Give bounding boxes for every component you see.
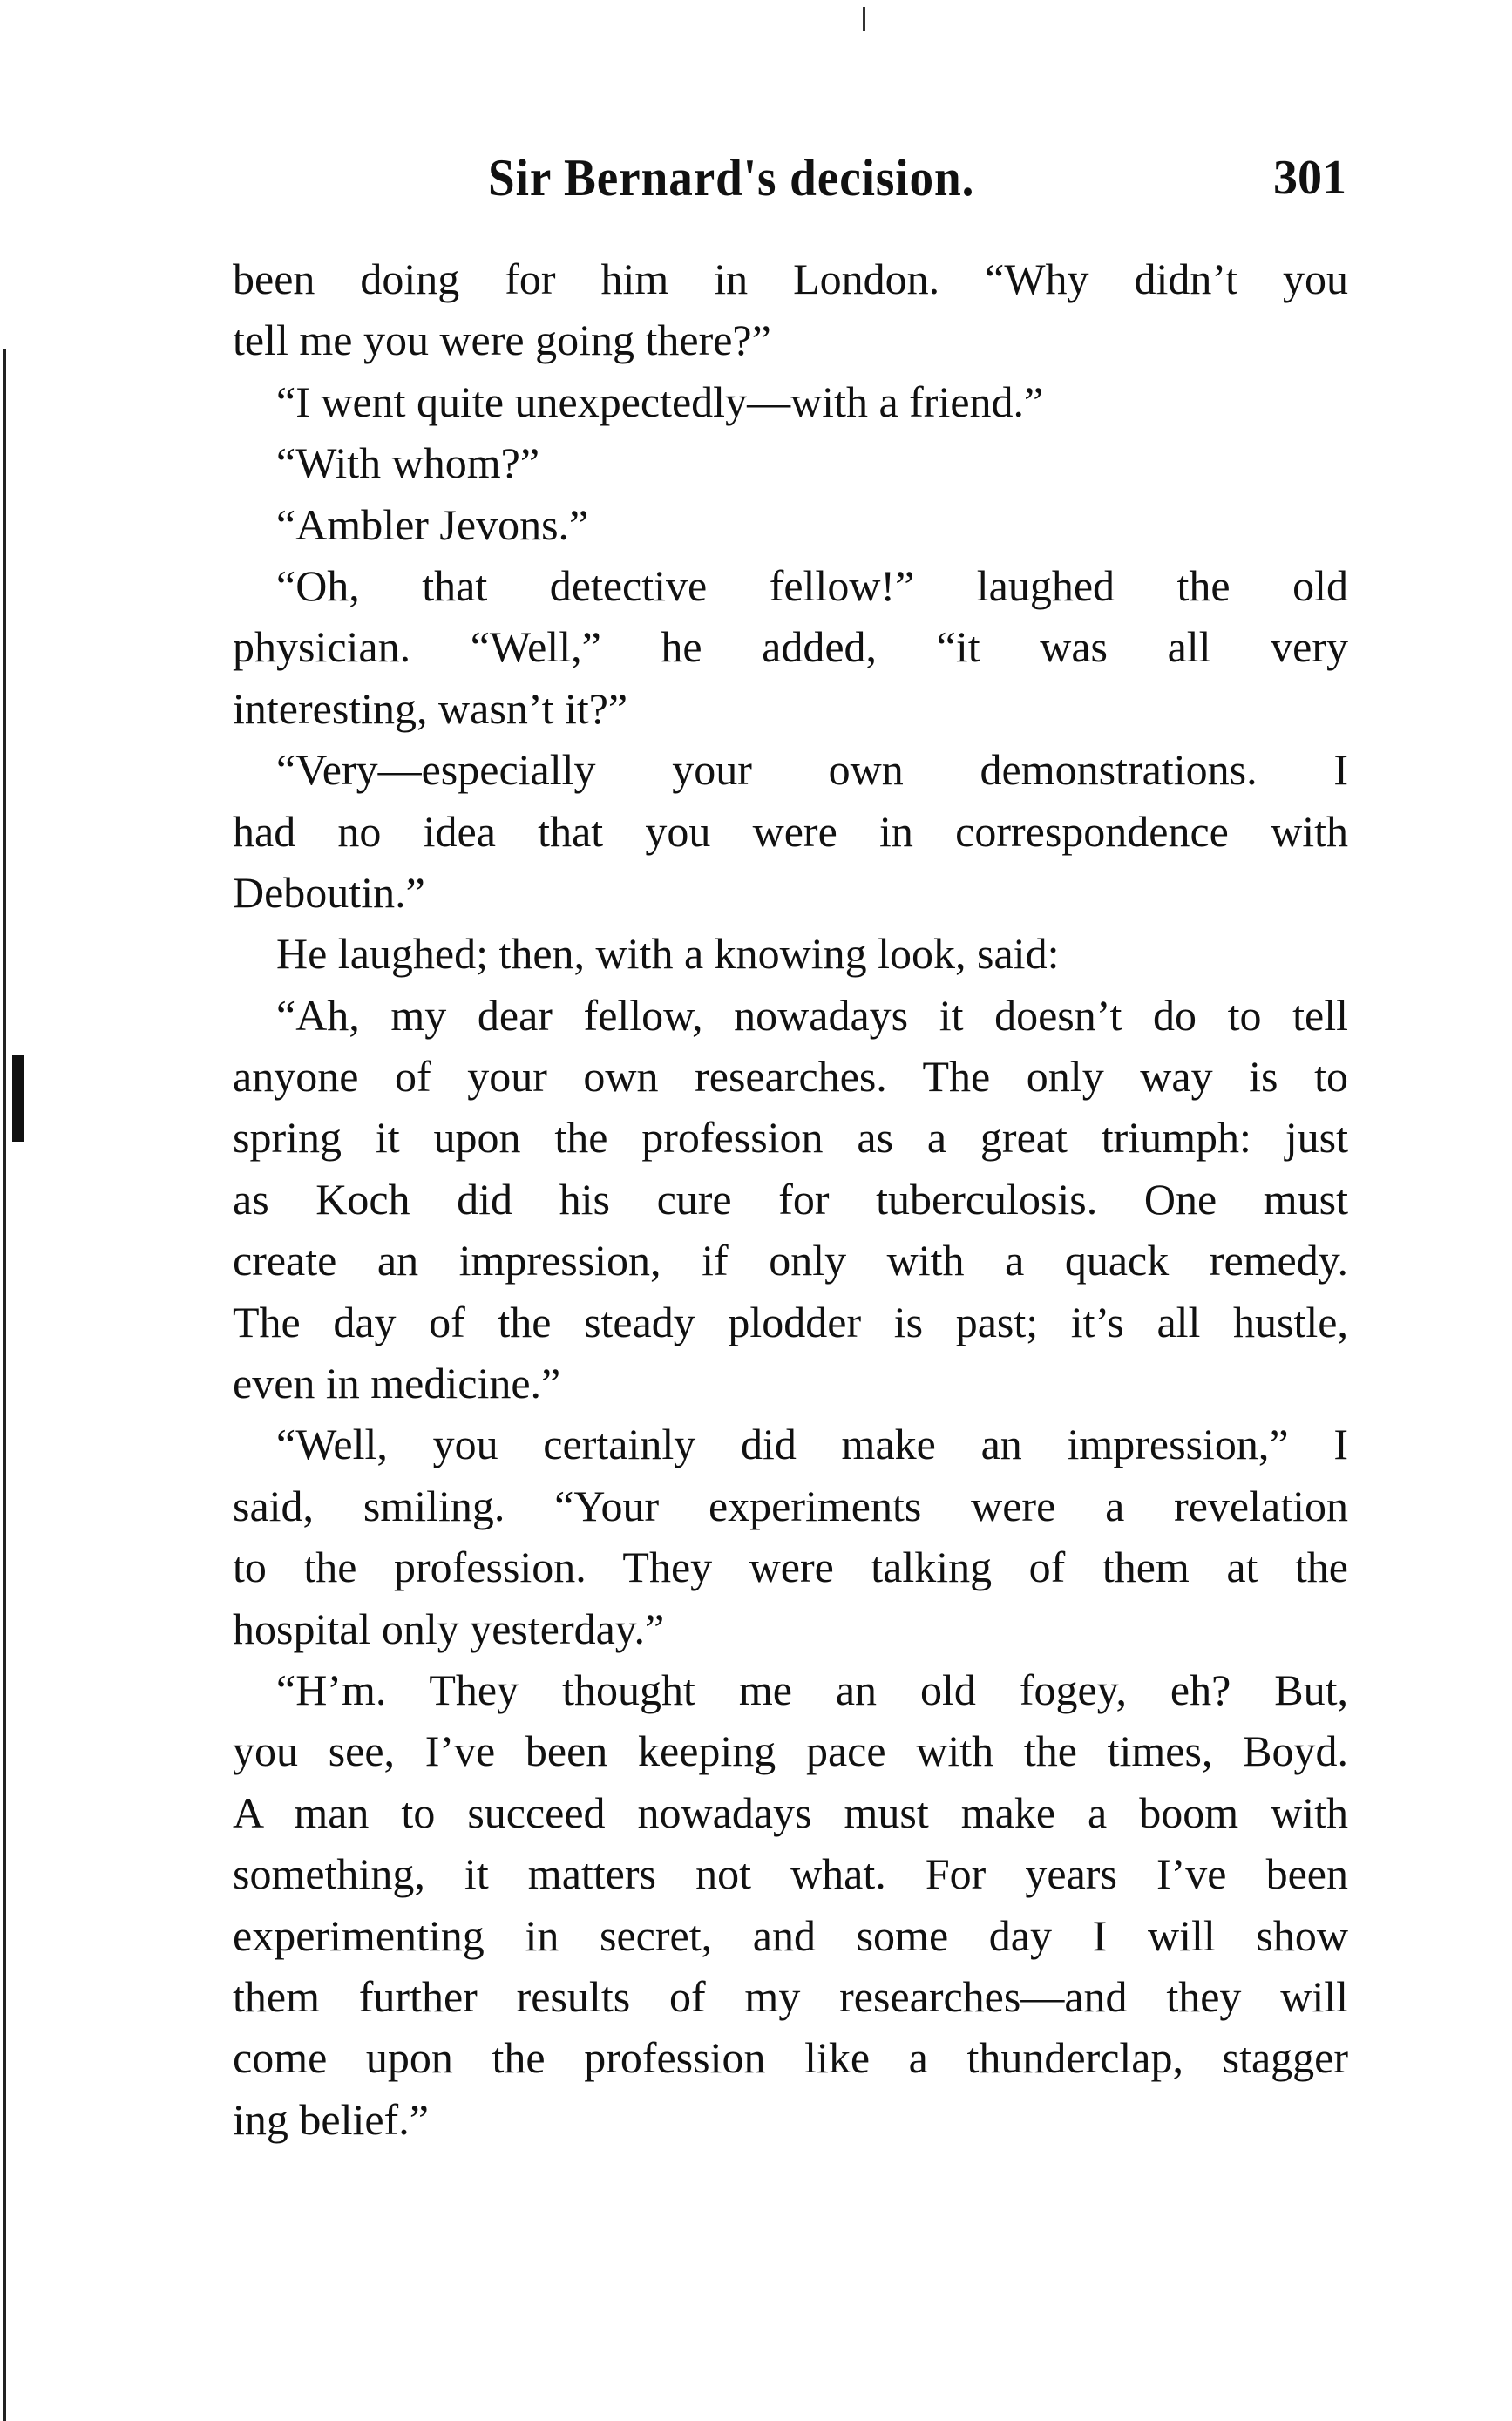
- text-line: tell me you were going there?”: [233, 315, 771, 365]
- running-header: [488, 148, 1346, 218]
- text-line: A man to succeed nowadays must make a boom with: [233, 1787, 1348, 1837]
- page-number: 301: [1273, 151, 1346, 205]
- text-line: interesting, wasn’t it?”: [233, 683, 628, 733]
- text-line: Deboutin.”: [233, 867, 425, 917]
- text-line: you see, I’ve been keeping pace with the times, Boyd.: [233, 1726, 1348, 1776]
- text-line: hospital only yesterday.”: [233, 1604, 665, 1653]
- text-line: The day of the steady plodder is past; it’s all hustle,: [233, 1297, 1348, 1346]
- text-line: as Koch did his cure for tuberculosis. One must: [233, 1174, 1348, 1224]
- scan-mark: [12, 1055, 24, 1142]
- text-line: He laughed; then, with a knowing look, said:: [276, 929, 1060, 979]
- text-line: “I went quite unexpectedly—with a friend.”: [276, 376, 1044, 426]
- text-line: “Well, you certainly did make an impression,” I: [276, 1420, 1348, 1469]
- text-line: to the profession. They were talking of them at the: [233, 1543, 1348, 1592]
- text-line: said, smiling. “Your experiments were a revelation: [233, 1481, 1348, 1530]
- text-line: “H’m. They thought me an old fogey, eh? But,: [276, 1665, 1348, 1714]
- text-line: been doing for him in London. “Why didn’t you: [233, 254, 1348, 303]
- text-line: “With whom?”: [276, 438, 540, 488]
- text-line: had no idea that you were in correspondence with: [233, 806, 1348, 856]
- text-line: anyone of your own researches. The only way is to: [233, 1052, 1348, 1102]
- text-line: “Oh, that detective fellow!” laughed the old: [276, 560, 1348, 610]
- text-line: come upon the profession like a thunderclap, stagger: [233, 2033, 1348, 2083]
- page-edge-line: [3, 349, 6, 2421]
- page-body-text: [233, 248, 1348, 2150]
- scan-speck: [863, 7, 865, 31]
- text-line: experimenting in secret, and some day I will show: [233, 1910, 1348, 1960]
- text-line: spring it upon the profession as a great triumph: just: [233, 1113, 1348, 1163]
- text-line: “Very—especially your own demonstrations. I: [276, 745, 1348, 795]
- text-line: something, it matters not what. For years I’ve been: [233, 1849, 1348, 1899]
- running-title: Sir Bernard's decision.: [488, 149, 975, 207]
- text-line: create an impression, if only with a quack remedy.: [233, 1236, 1348, 1285]
- text-line: them further results of my researches—and they will: [233, 1971, 1348, 2021]
- text-line: physician. “Well,” he added, “it was all very: [233, 622, 1348, 672]
- text-line: even in medicine.”: [233, 1359, 561, 1408]
- text-line: “Ah, my dear fellow, nowadays it doesn’t do to tell: [276, 990, 1348, 1040]
- text-line: “Ambler Jevons.”: [276, 499, 589, 549]
- text-line: ing belief.”: [233, 2094, 429, 2144]
